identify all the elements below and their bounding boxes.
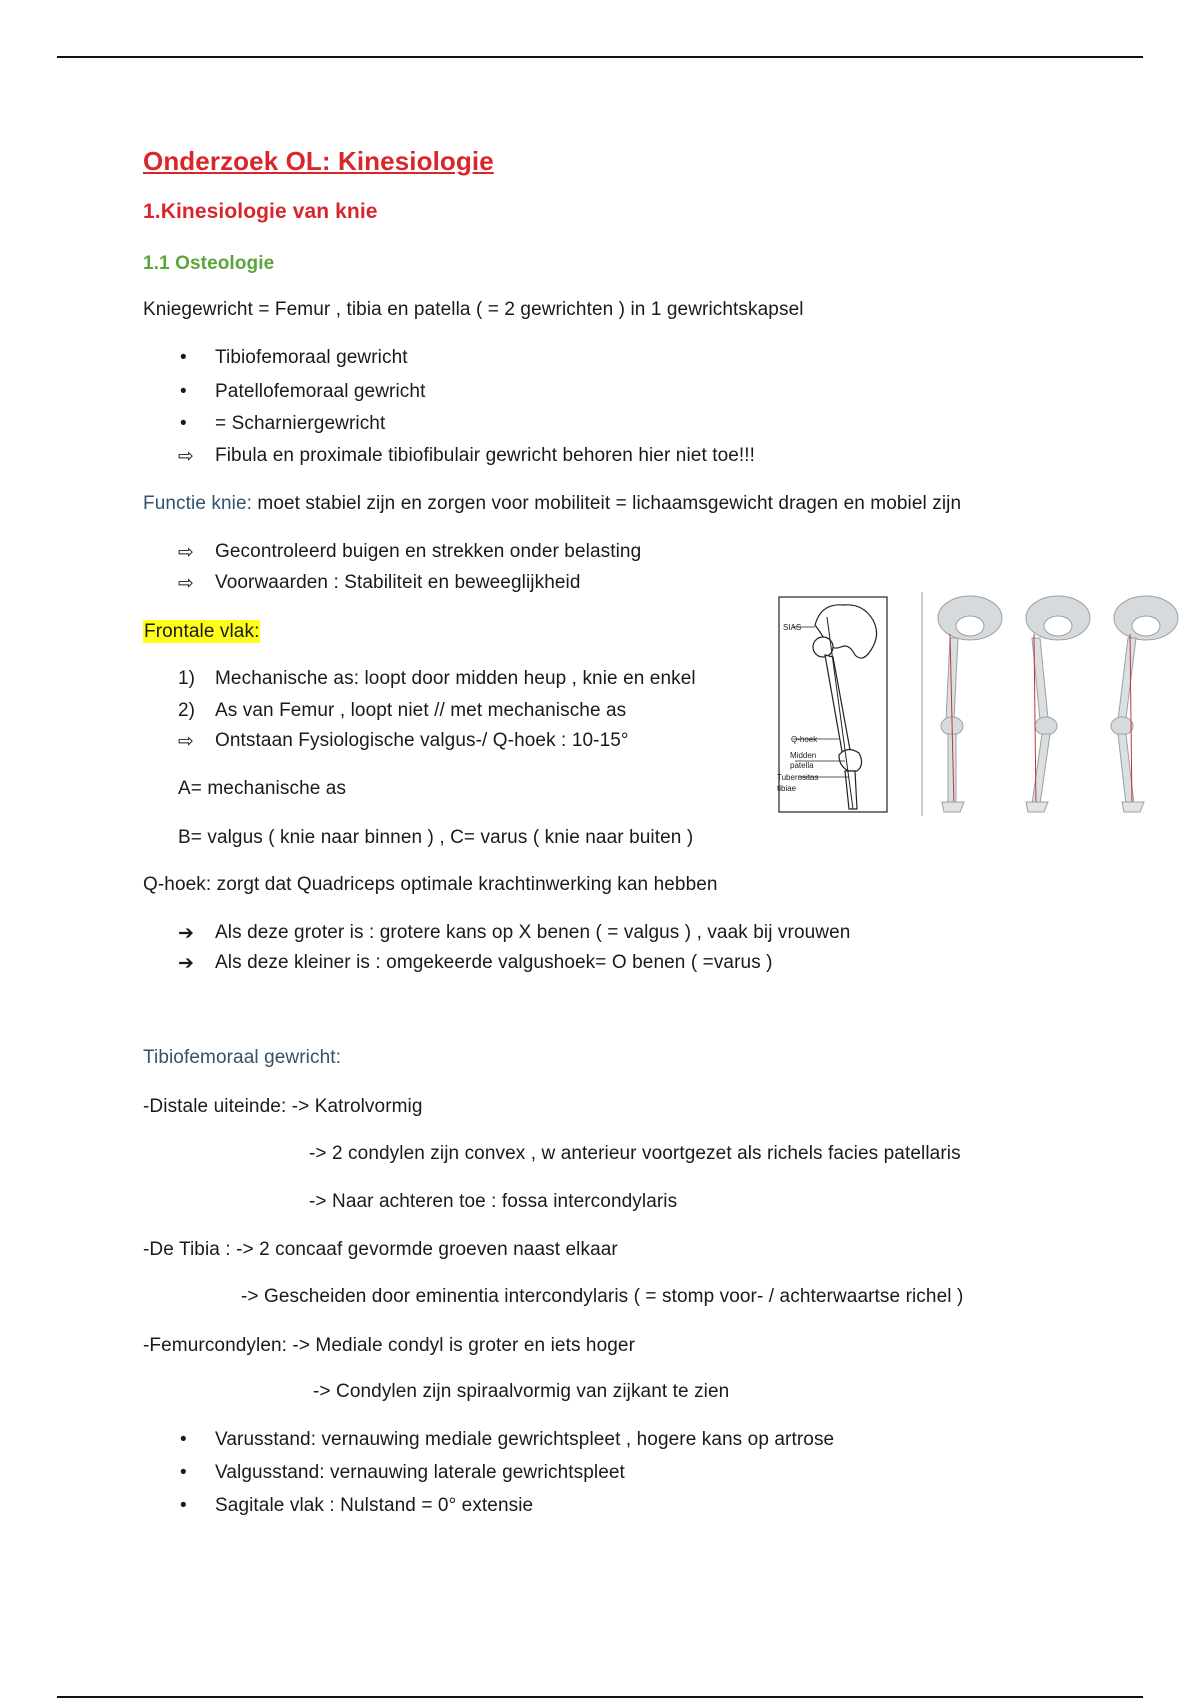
subsection-heading-osteologie: 1.1 Osteologie (143, 253, 275, 274)
hollow-arrow-icon: ⇨ (178, 542, 194, 563)
leg-c-varus (1111, 596, 1178, 812)
leg-alignment-figure (920, 590, 1182, 820)
list-item: Fibula en proximale tibiofibulair gewricht behoren hier niet toe!!! (215, 445, 756, 466)
list-item: Varusstand: vernauwing mediale gewrichtspleet , hogere kans op artrose (215, 1429, 835, 1450)
list-item: Tibiofemoraal gewricht (215, 347, 408, 368)
top-rule (57, 56, 1143, 58)
list-item: Als deze kleiner is : omgekeerde valgushoek= O benen ( =varus ) (215, 952, 773, 973)
list-item: Gecontroleerd buigen en strekken onder belasting (215, 541, 642, 562)
a-line: A= mechanische as (178, 778, 347, 799)
distale-sub: -> Naar achteren toe : fossa intercondylaris (309, 1191, 678, 1212)
list-item: Patellofemoraal gewricht (215, 381, 426, 402)
bullet-marker: • (180, 1429, 187, 1450)
qhoek-label: Q-hoek (791, 735, 818, 744)
list-item: Sagitale vlak : Nulstand = 0° extensie (215, 1495, 534, 1516)
tibiofemoraal-heading: Tibiofemoraal gewricht: (143, 1047, 342, 1068)
distale-sub: -> 2 condylen zijn convex , w anterieur voortgezet als richels facies patellaris (309, 1143, 961, 1164)
knee-axis-figure (763, 595, 890, 815)
hollow-arrow-icon: ⇨ (178, 446, 194, 467)
tibiae-label: tibiae (777, 784, 797, 793)
leg-b-valgus (1026, 596, 1090, 812)
list-item: = Scharniergewricht (215, 413, 386, 434)
list-item: As van Femur , loopt niet // met mechanische as (215, 700, 627, 721)
femur-line: -Femurcondylen: -> Mediale condyl is groter en iets hoger (143, 1335, 636, 1356)
qhoek-text: Q-hoek: zorgt dat Quadriceps optimale krachtinwerking kan hebben (143, 874, 718, 895)
list-item: Voorwaarden : Stabiliteit en beweeglijkheid (215, 572, 581, 593)
section-heading-kinesiologie-knie: 1.Kinesiologie van knie (143, 200, 378, 223)
list-item: Als deze groter is : grotere kans op X benen ( = valgus ) , vaak bij vrouwen (215, 922, 851, 943)
midden-label: Midden (790, 751, 817, 760)
tibia-sub: -> Gescheiden door eminentia intercondylaris ( = stomp voor- / achterwaartse richel ) (241, 1286, 964, 1307)
frontal-heading (143, 621, 260, 643)
number-marker: 1) (178, 668, 195, 689)
intro-text: Kniegewricht = Femur , tibia en patella ( = 2 gewrichten ) in 1 gewrichtskapsel (143, 299, 804, 320)
bullet-marker: • (180, 347, 187, 368)
hollow-arrow-icon: ⇨ (178, 731, 194, 752)
hollow-arrow-icon: ⇨ (178, 573, 194, 594)
frontal-label: Frontale vlak: (144, 621, 260, 642)
arrow-icon: ➔ (178, 953, 194, 974)
distale-line: -Distale uiteinde: -> Katrolvormig (143, 1096, 423, 1117)
bullet-marker: • (180, 381, 187, 402)
list-item: Mechanische as: loopt door midden heup , knie en enkel (215, 668, 696, 689)
arrow-icon: ➔ (178, 923, 194, 944)
bullet-marker: • (180, 1495, 187, 1516)
bullet-marker: • (180, 1462, 187, 1483)
page-title: Onderzoek OL: Kinesiologie (143, 146, 494, 176)
femur-sub: -> Condylen zijn spiraalvormig van zijkant te zien (313, 1381, 730, 1402)
sias-label: SIAS (783, 623, 802, 632)
leg-a-normal (938, 596, 1002, 812)
functie-label: Functie knie: (143, 493, 253, 514)
patella-label: patella (790, 761, 814, 770)
knee-shape (839, 749, 862, 771)
tuberositas-label: Tuberositas (777, 773, 819, 782)
list-item: Ontstaan Fysiologische valgus-/ Q-hoek : 10-15° (215, 730, 629, 751)
tibia-line: -De Tibia : -> 2 concaaf gevormde groeven naast elkaar (143, 1239, 618, 1260)
bottom-rule (57, 1696, 1143, 1698)
list-item: Valgusstand: vernauwing laterale gewrichtspleet (215, 1462, 625, 1483)
functie-text: moet stabiel zijn en zorgen voor mobiliteit = lichaamsgewicht dragen en mobiel zijn (252, 493, 962, 514)
number-marker: 2) (178, 700, 195, 721)
femur-shape (825, 655, 851, 757)
bullet-marker: • (180, 413, 187, 434)
functie-paragraph (143, 493, 961, 515)
b-line: B= valgus ( knie naar binnen ) , C= varus ( knie naar buiten ) (178, 827, 694, 848)
